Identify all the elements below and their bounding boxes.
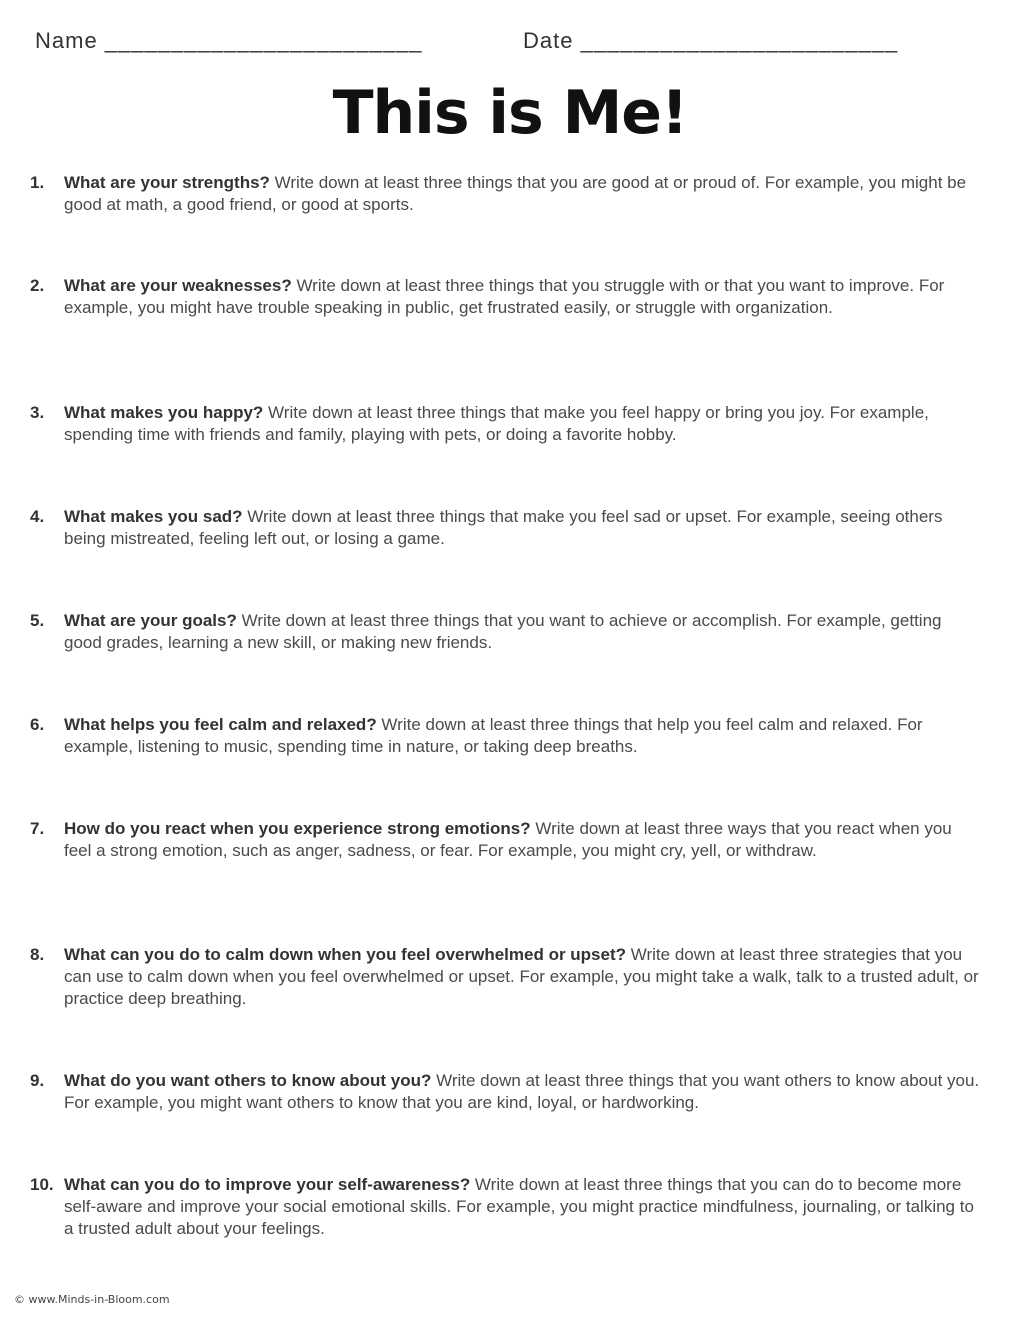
question-number: 8. [30,945,45,964]
question-text: Write down at least three things that you want to achieve or accomplish. For example, getting good grades, learning a new skill, or making new friends. [64,611,942,652]
question-number: 10. [30,1175,54,1194]
question-heading: What are your strengths? [64,173,270,192]
question-body [64,818,980,862]
question-text: Write down at least three things that make you feel happy or bring you joy. For example, spending time with friends and family, playing with pets, or doing a favorite hobby. [64,403,929,444]
question-item [30,610,980,654]
question-heading: How do you react when you experience strong emotions? [64,819,531,838]
question-body [64,1174,980,1240]
question-item [30,714,980,758]
question-text: Write down at least three things that you can do to become more self-aware and improve your social emotional skills. For example, you might practice mindfulness, journaling, or talking to a trusted adult about your feelings. [64,1175,974,1238]
question-number: 6. [30,715,45,734]
question-heading: What are your weaknesses? [64,276,292,295]
question-item [30,818,980,862]
question-item [30,172,980,216]
question-body [64,506,980,550]
question-body [64,714,980,758]
question-item [30,1070,980,1114]
question-text: Write down at least three things that help you feel calm and relaxed. For example, listening to music, spending time in nature, or taking deep breaths. [64,715,923,756]
question-text: Write down at least three things that you struggle with or that you want to improve. For example, you might have trouble speaking in public, get frustrated easily, or struggle with organization. [64,276,945,317]
question-body [64,1070,980,1114]
name-field: Name ________________________ [35,28,423,53]
question-heading: What can you do to improve your self-awareness? [64,1175,471,1194]
header-row [35,28,995,58]
question-body [64,610,980,654]
question-number: 4. [30,507,45,526]
question-number: 2. [30,276,45,295]
question-number: 3. [30,403,45,422]
question-number: 9. [30,1071,45,1090]
question-heading: What helps you feel calm and relaxed? [64,715,377,734]
question-text: Write down at least three things that you are good at or proud of. For example, you might be good at math, a good friend, or good at sports. [64,173,967,214]
question-heading: What makes you sad? [64,507,243,526]
question-heading: What do you want others to know about you? [64,1071,432,1090]
question-heading: What can you do to calm down when you feel overwhelmed or upset? [64,945,627,964]
question-item [30,1174,980,1240]
question-text: Write down at least three things that you want others to know about you. For example, you might want others to know that you are kind, loyal, or hardworking. [64,1071,980,1112]
question-item [30,506,980,550]
question-number: 7. [30,819,45,838]
question-body [64,275,980,319]
question-item [30,402,980,446]
question-number: 5. [30,611,45,630]
question-body [64,944,980,1010]
question-text: Write down at least three ways that you react when you feel a strong emotion, such as anger, sadness, or fear. For example, you might cry, yell, or withdraw. [64,819,952,860]
question-text: Write down at least three things that make you feel sad or upset. For example, seeing others being mistreated, feeling left out, or losing a game. [64,507,943,548]
copyright-footer: © www.Minds-in-Bloom.com [14,1293,170,1306]
question-text: Write down at least three strategies that you can use to calm down when you feel overwhelmed or upset. For example, you might take a walk, talk to a trusted adult, or practice deep breathing. [64,945,979,1008]
question-heading: What are your goals? [64,611,237,630]
question-item [30,275,980,319]
question-body [64,402,980,446]
question-item [30,944,980,1010]
page-title: This is Me! [332,78,688,148]
date-field: Date ________________________ [523,28,899,53]
question-number: 1. [30,173,45,192]
question-body [64,172,980,216]
question-heading: What makes you happy? [64,403,264,422]
